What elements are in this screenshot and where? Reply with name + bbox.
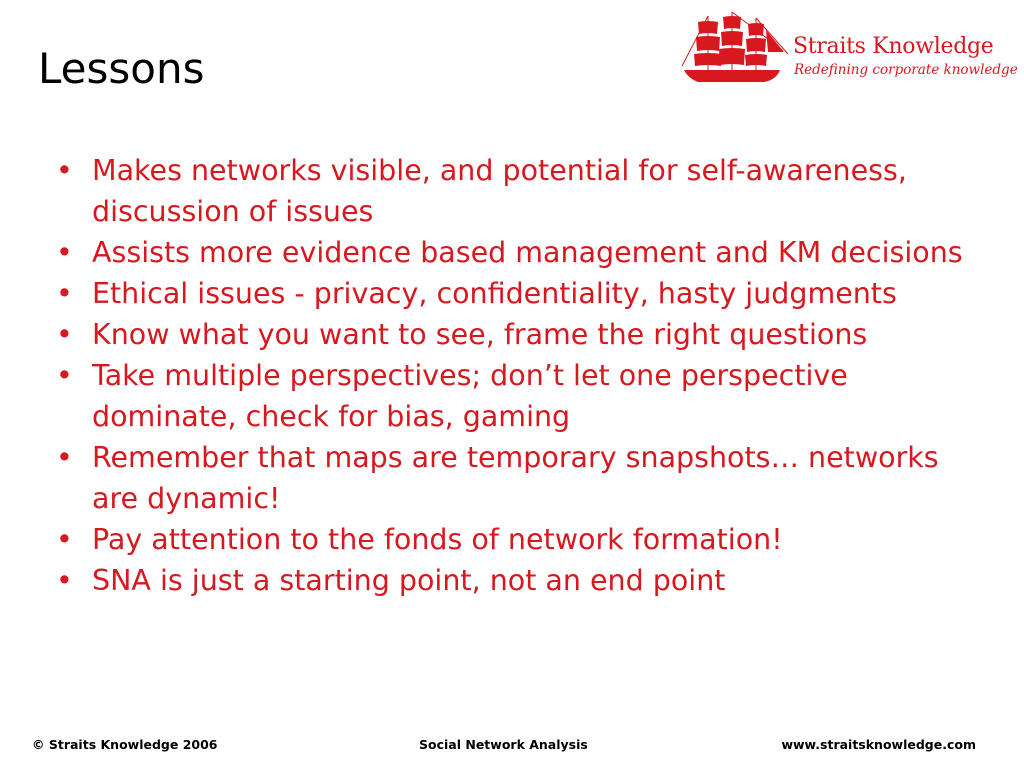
bullet-glyph: • [56,236,73,269]
logo-tagline: Redefining corporate knowledge [794,62,1018,78]
footer-website: www.straitsknowledge.com [781,737,976,752]
bullet-glyph: • [56,564,73,597]
bullet-text: Pay attention to the fonds of network formation! [92,523,783,556]
logo-name: Straits Knowledge [793,34,994,59]
bullet-item [56,560,986,601]
bullet-glyph: • [56,441,73,474]
bullet-glyph: • [56,359,73,392]
bullet-glyph: • [56,277,73,310]
bullet-glyph: • [56,154,73,187]
bullet-list [56,150,986,601]
bullet-item [56,437,986,519]
bullet-text: Ethical issues - privacy, confidentiality, hasty judgments [92,277,897,310]
bullet-text: Take multiple perspectives; don’t let one perspective dominate, check for bias, gaming [92,359,848,433]
bullet-item [56,314,986,355]
footer [0,737,1024,757]
bullet-item [56,273,986,314]
footer-presentation-title: Social Network Analysis [419,737,588,752]
bullet-glyph: • [56,523,73,556]
sailing-ship-icon [680,8,790,88]
bullet-item [56,232,986,273]
slide-title: Lessons [38,44,205,93]
footer-copyright: © Straits Knowledge 2006 [32,737,218,752]
bullet-text: Assists more evidence based management and KM decisions [92,236,963,269]
bullet-text: Makes networks visible, and potential for self-awareness, discussion of issues [92,154,907,228]
bullet-text: Know what you want to see, frame the right questions [92,318,868,351]
bullet-text: SNA is just a starting point, not an end point [92,564,726,597]
bullet-text: Remember that maps are temporary snapshots… networks are dynamic! [92,441,939,515]
bullet-glyph: • [56,318,73,351]
bullet-item [56,519,986,560]
bullet-item [56,150,986,232]
company-logo [680,8,1018,88]
bullet-item [56,355,986,437]
